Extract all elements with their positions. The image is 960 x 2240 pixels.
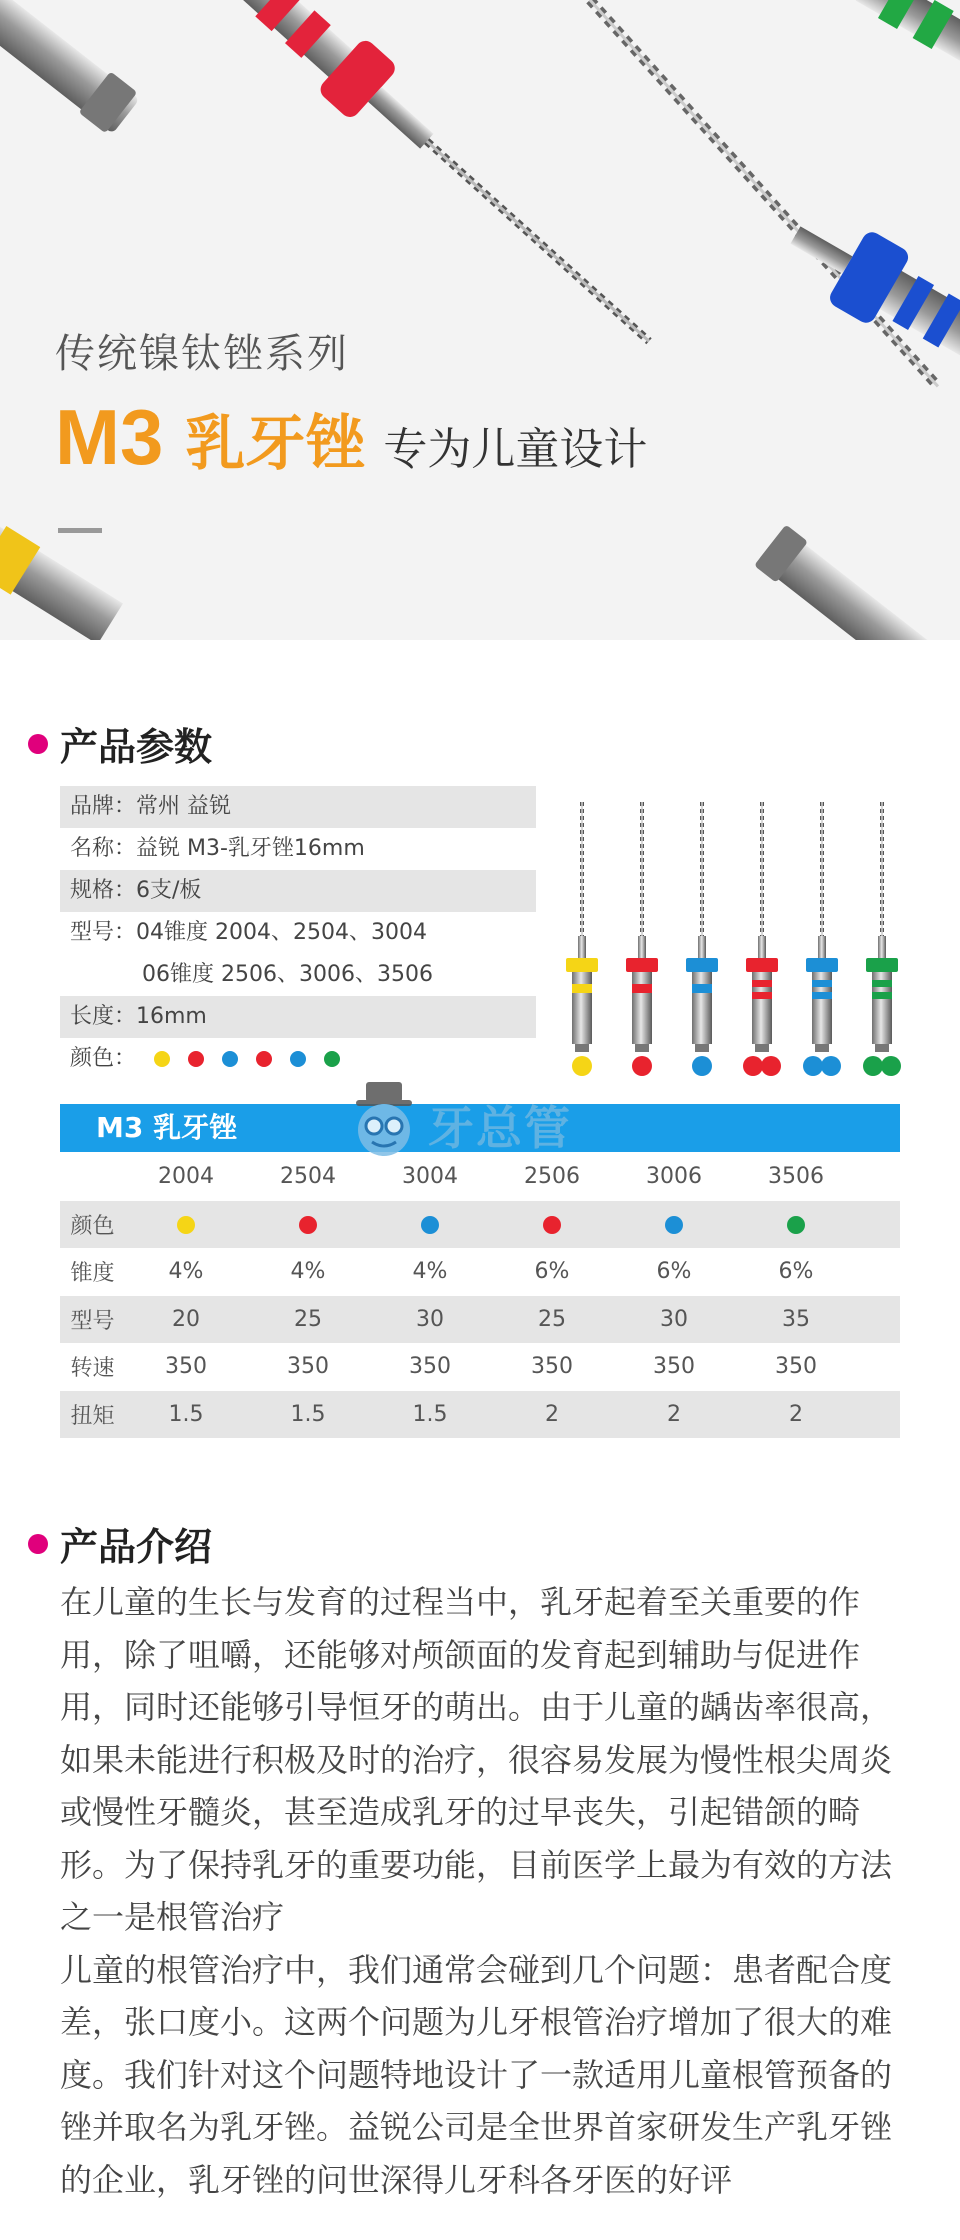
file-color-dot [881, 1056, 901, 1076]
table-row-label: 型号 [70, 1308, 115, 1334]
file-ring [752, 992, 772, 999]
file-ring [812, 992, 832, 999]
table-row-torque [60, 1391, 900, 1439]
table-cell: 30 [416, 1306, 444, 1332]
table-cell: 350 [287, 1354, 329, 1380]
table-cell: 4% [412, 1259, 448, 1285]
file-latch [815, 1044, 829, 1052]
params-heading [28, 716, 212, 771]
table-cell: 350 [409, 1354, 451, 1380]
file-latch [755, 1044, 769, 1052]
hero-divider [58, 528, 102, 533]
table-cell [247, 1212, 369, 1237]
file-ring [572, 984, 592, 993]
table-cell: 350 [775, 1354, 817, 1380]
file-color-dot [692, 1056, 712, 1076]
file-handle-cap [866, 958, 898, 972]
table-cell [491, 1212, 613, 1237]
file-shank [572, 972, 592, 1044]
table-cell: 25 [538, 1306, 566, 1332]
spec-length: 长度：16mm [60, 996, 536, 1038]
color-dot-red [188, 1051, 204, 1067]
color-dot-blue [290, 1051, 306, 1067]
color-swatch [665, 1216, 683, 1234]
table-row-label: 扭矩 [70, 1403, 115, 1429]
file-color-dot [863, 1056, 883, 1076]
table-row-label: 颜色 [70, 1213, 115, 1239]
color-dot-red [256, 1051, 272, 1067]
file-neck [878, 936, 886, 958]
spec-models [60, 912, 536, 996]
file-handle-cap [686, 958, 718, 972]
spec-models-line2: 06锥度 2506、3006、3506 [142, 962, 433, 987]
table-row-size [60, 1296, 900, 1344]
file-neck [578, 936, 586, 958]
spec-list [60, 786, 536, 1080]
table-cell [613, 1212, 735, 1237]
file-ring [692, 984, 712, 993]
table-row-label: 锥度 [70, 1261, 115, 1287]
table-cell: 6% [778, 1259, 814, 1285]
hero-tagline: 专为儿童设计 [383, 424, 648, 475]
intro-paragraph: 在儿童的生长与发育的过程当中，乳牙起着至关重要的作用，除了咀嚼，还能够对颅颌面的发育起到辅助与促进作用，同时还能够引导恒牙的萌出。由于儿童的龋齿率很高，如果未能进行积极及时的治疗，很容易发展为慢性根尖周炎或慢性牙髓炎，甚至造成乳牙的过早丧失，引起错颌的畸形。为了保持乳牙的重要功能，目前医学上最为有效的方法之一是根管治疗 [60, 1583, 893, 1936]
table-header-row [60, 1153, 900, 1201]
table-cell [125, 1212, 247, 1237]
file-shank [632, 972, 652, 1044]
table-row-speed [60, 1343, 900, 1391]
table-header-cell: 3506 [768, 1164, 824, 1190]
spec-table [60, 1153, 900, 1438]
table-cell [735, 1212, 857, 1237]
file-handle-cap [626, 958, 658, 972]
file-latch [575, 1044, 589, 1052]
file-color-dot [632, 1056, 652, 1076]
file-latch [695, 1044, 709, 1052]
spec-product-name: 名称：益锐 M3-乳牙锉16mm [70, 836, 365, 861]
brand-watermark-text: 牙总管 [428, 1101, 572, 1155]
table-cell [369, 1212, 491, 1237]
file-color-dot [803, 1056, 823, 1076]
spec-package: 规格：6支/板 [60, 870, 536, 912]
table-cell: 2 [789, 1401, 803, 1427]
table-cell: 25 [294, 1306, 322, 1332]
intro-heading [28, 1516, 212, 1571]
file-ring [812, 980, 832, 987]
table-cell: 6% [656, 1259, 692, 1285]
table-row-label: 转速 [70, 1356, 115, 1382]
file-neck [638, 936, 646, 958]
table-cell: 350 [653, 1354, 695, 1380]
bullet-dot-icon [28, 734, 48, 754]
table-cell: 350 [531, 1354, 573, 1380]
file-neck [818, 936, 826, 958]
color-swatch [543, 1216, 561, 1234]
file-ring [752, 980, 772, 987]
hero-subtitle: 传统镍钛锉系列 [55, 331, 349, 377]
file-latch [635, 1044, 649, 1052]
table-header-cell: 2504 [280, 1164, 336, 1190]
color-swatch [421, 1216, 439, 1234]
spec-brand: 品牌：常州 益锐 [60, 786, 536, 828]
file-handle-cap [806, 958, 838, 972]
color-swatch [787, 1216, 805, 1234]
file-color-dot [572, 1056, 592, 1076]
color-dot-blue [222, 1051, 238, 1067]
file-shank [692, 972, 712, 1044]
table-cell: 4% [290, 1259, 326, 1285]
color-dot-yellow [154, 1051, 170, 1067]
table-cell: 1.5 [168, 1401, 204, 1427]
color-swatch [299, 1216, 317, 1234]
table-cell: 20 [172, 1306, 200, 1332]
table-banner-title: M3 乳牙锉 [96, 1111, 238, 1144]
table-row-taper [60, 1248, 900, 1296]
intro-paragraph: 儿童的根管治疗中，我们通常会碰到几个问题：患者配合度差，张口度小。这两个问题为儿牙根管治疗增加了很大的难度。我们针对这个问题特地设计了一款适用儿童根管预备的锉并取名为乳牙锉。益锐公司是全世界首家研发生产乳牙锉的企业，乳牙锉的问世深得儿牙科各牙医的好评 [60, 1950, 893, 2199]
file-latch [875, 1044, 889, 1052]
file-neck [758, 936, 766, 958]
table-header-cell: 2004 [158, 1164, 214, 1190]
hero-banner [0, 0, 960, 640]
spec-models-line1: 型号：04锥度 2004、2504、3004 [70, 920, 427, 945]
table-cell: 30 [660, 1306, 688, 1332]
table-cell: 350 [165, 1354, 207, 1380]
hero-title [55, 392, 647, 483]
file-handle-cap [566, 958, 598, 972]
file-set-illustration [556, 796, 906, 1096]
spec-colors-label: 颜色： [70, 1046, 137, 1071]
file-color-dot [761, 1056, 781, 1076]
table-cell: 1.5 [290, 1401, 326, 1427]
spec-colors [60, 1038, 536, 1080]
color-swatch [177, 1216, 195, 1234]
params-heading-text: 产品参数 [60, 725, 213, 769]
intro-body [60, 1576, 910, 2206]
hero-product-name: 乳牙锉 [185, 409, 366, 479]
file-ring [632, 984, 652, 993]
endodontic-files-illustration [0, 0, 960, 640]
table-cell: 35 [782, 1306, 810, 1332]
file-ring [872, 992, 892, 999]
file-neck [698, 936, 706, 958]
file-ring [872, 980, 892, 987]
hero-model: M3 [55, 393, 164, 481]
table-cell: 4% [168, 1259, 204, 1285]
table-header-cell: 2506 [524, 1164, 580, 1190]
file-color-dot [821, 1056, 841, 1076]
table-cell: 2 [667, 1401, 681, 1427]
bullet-dot-icon [28, 1534, 48, 1554]
file-handle-cap [746, 958, 778, 972]
table-header-cell: 3006 [646, 1164, 702, 1190]
table-row-color [60, 1201, 900, 1249]
table-cell: 2 [545, 1401, 559, 1427]
table-header-cell: 3004 [402, 1164, 458, 1190]
table-cell: 1.5 [412, 1401, 448, 1427]
color-dot-green [324, 1051, 340, 1067]
file-color-dot [743, 1056, 763, 1076]
intro-heading-text: 产品介绍 [60, 1525, 213, 1569]
table-cell: 6% [534, 1259, 570, 1285]
